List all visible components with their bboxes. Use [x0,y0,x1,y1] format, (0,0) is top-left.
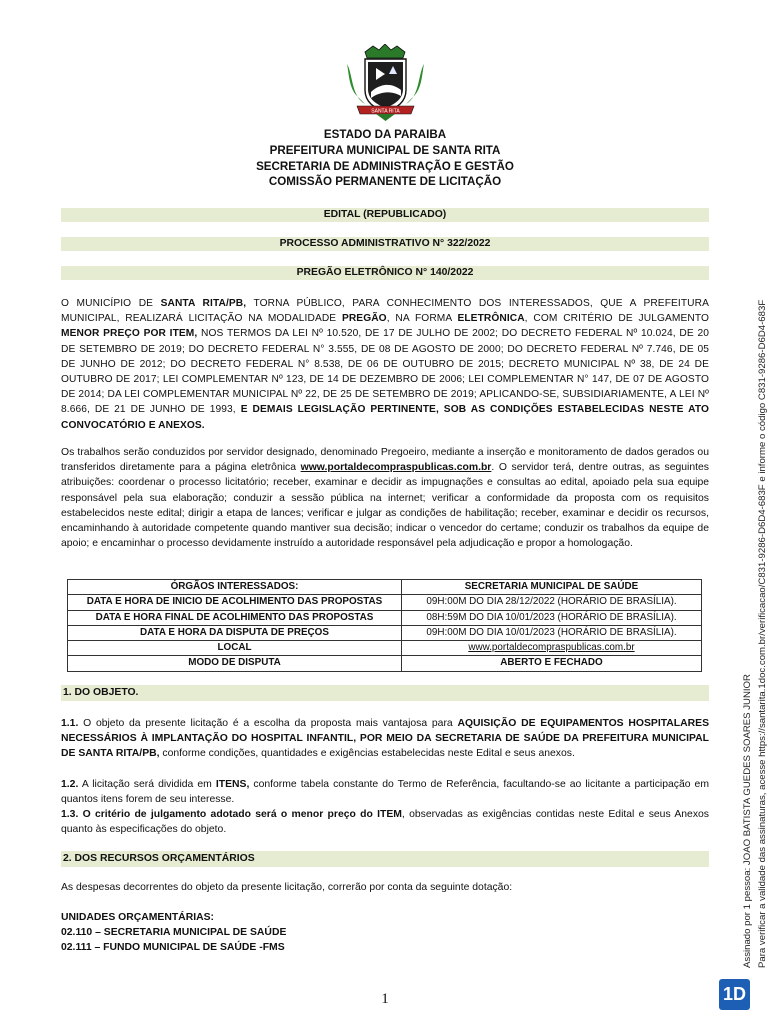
table-cell-value: 09H:00M DO DIA 28/12/2022 (HORÁRIO DE BRASÍLIA). [402,595,702,610]
table-cell-label: MODO DE DISPUTA [68,656,402,671]
header-comissao: COMISSÃO PERMANENTE DE LICITAÇÃO [268,175,502,189]
table-cell-value: SECRETARIA MUNICIPAL DE SAÚDE [402,580,702,595]
objeto-item-1-3: 1.3. O critério de julgamento adotado será o menor preço do ITEM, observadas as exigências contidas neste Edital e seus Anexos quanto às especificações do objeto. [61,809,709,836]
section-recursos-title: 2. DOS RECURSOS ORÇAMENTÁRIOS [61,851,709,867]
table-row [68,580,702,595]
objeto-item-1-1: 1.1. O objeto da presente licitação é a escolha da proposta mais vantajosa para AQUISIÇÃO DE EQUIPAMENTOS HOSPITALARES NECESSÁRIOS À IMPLANTAÇÃO DO HOSPITAL INFANTIL, POR MEIO DA SECRETARIA DE SAÚDE DA PREFEITURA MUNICIPAL DE SANTA RITA/PB, conforme condições, quantidades e exigências estabelecidas neste Edital e seus anexos. [61,718,709,760]
municipal-crest [343,44,428,122]
table-row [68,625,702,640]
crest-motto: SANTA RITA [371,108,400,115]
table-cell-value [402,641,702,656]
table-row [68,595,702,610]
header-prefeitura: PREFEITURA MUNICIPAL DE SANTA RITA [269,143,501,157]
licitacao-info-table [67,579,702,672]
table-cell-label: LOCAL [68,641,402,656]
objeto-item-1-2: 1.2. A licitação será dividida em ITENS, conforme tabela constante do Termo de Referência, facultando-se ao licitante a participação em quantos itens forem de seu interesse. [61,779,709,806]
table-cell-label: ÓRGÃOS INTERESSADOS: [68,580,402,595]
intro-paragraph: O MUNICÍPIO DE SANTA RITA/PB, TORNA PÚBLICO, PARA CONHECIMENTO DOS INTERESSADOS, QUE A PREFEITURA MUNICIPAL, REALIZARÁ LICITAÇÃO NA MODALIDADE PREGÃO, NA FORMA ELETRÔNICA, COM CRITÉRIO DE JULGAMENTO MENOR PREÇO POR ITEM, NOS TERMOS DA LEI Nº 10.520, DE 17 DE JULHO DE 2002; DO DECRETO FEDERAL Nº 10.024, DE 20 DE SETEMBRO DE 2019; DO DECRETO FEDERAL N° 3.555, DE 08 DE AGOSTO DE 2000; DO DECRETO FEDERAL Nº 7.746, DE 05 DE JUNHO DE 2012; DO DECRETO FEDERAL N° 8.538, DE 06 DE OUTUBRO DE 2015; DECRETO MUNICIPAL Nº 38, DE 24 DE OUTUBRO DE 2017; LEI COMPLEMENTAR Nº 123, DE 14 DE DEZEMBRO DE 2006; LEI COMPLEMENTAR N° 147, DE 07 DE AGOSTO DE 2014; DA LEI COMPLEMENTAR MUNICIPAL Nº 22, DE 25 DE SETEMBRO DE 2019; APLICANDO-SE, SUBSIDIARIAMENTE, A LEI Nº 8.666, DE 21 DE JUNHO DE 1993, E DEMAIS LEGISLAÇÃO PERTINENTE, SOB AS CONDIÇÕES ESTABELECIDAS NESTE ATO CONVOCATÓRIO E ANEXOS. [61,298,710,431]
table-cell-value: 08H:59M DO DIA 10/01/2023 (HORÁRIO DE BRASÍLIA). [402,610,702,625]
table-cell-value: ABERTO E FECHADO [402,656,702,671]
signature-line-2: Para verificar a validade das assinaturas, acesse https://santarita.1doc.com.br/verificacao/C831-9286-D6D4-683F e informe o código C831-9286-D6D4-683F [757,299,768,968]
table-row [68,656,702,671]
signature-line-1: Assinado por 1 pessoa: JOAO BATISTA GUEDES SOARES JUNIOR [742,674,753,968]
band-pregao: PREGÃO ELETRÔNICO N° 140/2022 [61,266,709,280]
table-cell-label: DATA E HORA FINAL DE ACOLHIMENTO DAS PROPOSTAS [68,610,402,625]
header-secretaria: SECRETARIA DE ADMINISTRAÇÃO E GESTÃO [256,159,514,173]
document-header [0,127,770,190]
page-number: 1 [381,991,389,1007]
unidade-item: 02.110 – SECRETARIA MUNICIPAL DE SAÚDE [61,927,287,939]
unidades-block [61,910,709,956]
unidades-heading: UNIDADES ORÇAMENTÁRIAS: [61,912,214,923]
header-state: ESTADO DA PARAIBA [323,128,447,141]
section-objeto-title: 1. DO OBJETO. [61,685,709,701]
unidade-item: 02.111 – FUNDO MUNICIPAL DE SAÚDE -FMS [61,942,285,954]
table-row [68,610,702,625]
table-cell-label: DATA E HORA DA DISPUTA DE PREÇOS [68,625,402,640]
local-link[interactable]: www.portaldecompraspublicas.com.br [468,642,635,654]
band-edital: EDITAL (REPUBLICADO) [61,208,709,222]
recursos-text: As despesas decorrentes do objeto da presente licitação, correrão por conta da seguinte dotação: [61,882,513,893]
table-row [68,641,702,656]
portal-link[interactable]: www.portaldecompraspublicas.com.br [300,462,492,474]
table-cell-label: DATA E HORA DE INICIO DE ACOLHIMENTO DAS PROPOSTAS [68,595,402,610]
trabalhos-paragraph: Os trabalhos serão conduzidos por servidor designado, denominado Pregoeiro, mediante a inserção e monitoramento de dados gerados ou transferidos diretamente para a página eletrônica www.portaldecompraspublicas.com.br. O servidor terá, dentre outras, as seguintes atribuições: coordenar o processo licitatório; receber, examinar e decidir as impugnações e consultas ao edital, apoiado pela sua equipe responsável pela sua elaboração; conduzir a sessão pública na internet; verificar a conformidade da proposta com os requisitos estabelecidos neste edital; dirigir a etapa de lances; verificar e julgar as condições de habilitação; receber, examinar e decidir os recursos, encaminhando à autoridade competente quando mantiver sua decisão; indicar o vencedor do certame; conduzir os trabalhos da equipe de apoio; e encaminhar o processo devidamente instruído a autoridade responsável pela adjudicação e propor a homologação. [61,447,709,550]
table-cell-value: 09H:00M DO DIA 10/01/2023 (HORÁRIO DE BRASÍLIA). [402,625,702,640]
band-processo: PROCESSO ADMINISTRATIVO N° 322/2022 [61,237,709,251]
signature-stamp [740,300,770,968]
1doc-logo-icon: 1D [719,979,750,1010]
